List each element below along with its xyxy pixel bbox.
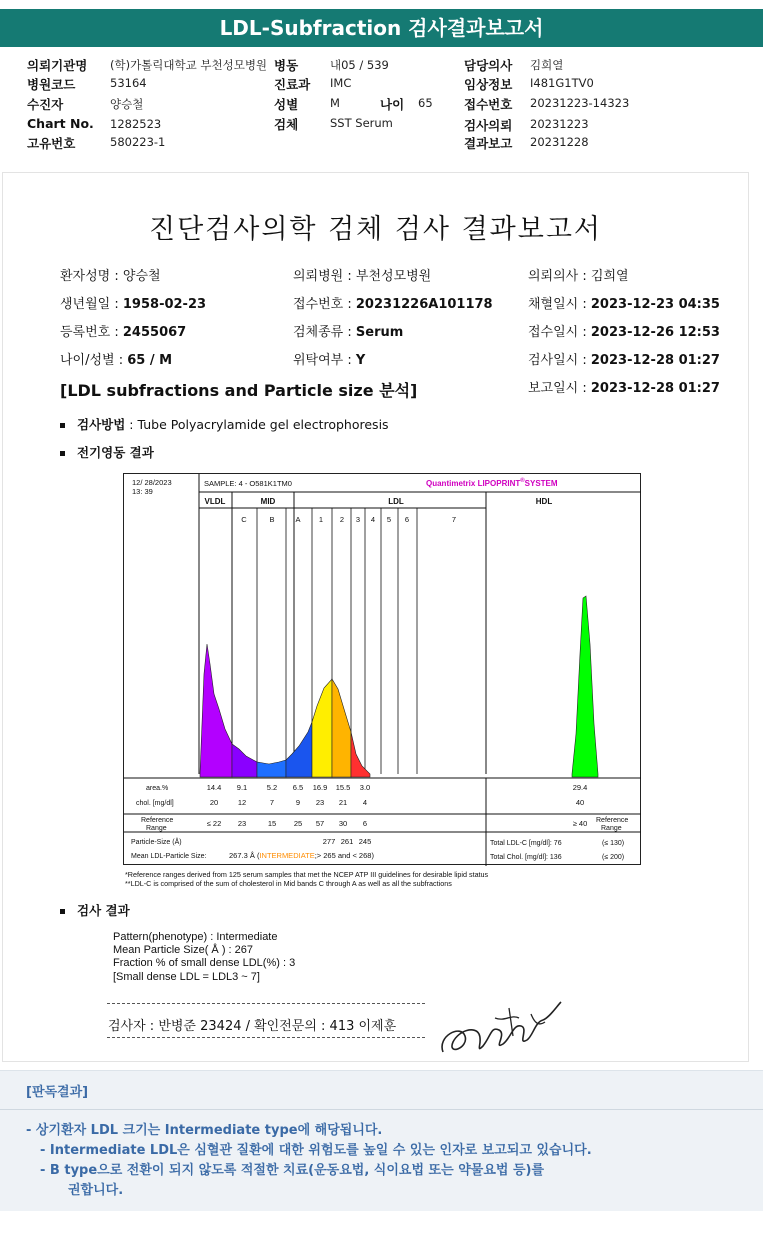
row-label-particle-size: Particle-Size (Å) xyxy=(131,839,182,846)
method-line: 검사방법 : Tube Polyacrylamide gel electrophoresis xyxy=(60,415,389,433)
value-specimen: SST Serum xyxy=(330,116,393,130)
report-heading: 진단검사의학 검체 검사 결과보고서 xyxy=(149,214,602,245)
label-requesting-org: 의뢰기관명 xyxy=(27,58,88,73)
row-label-area: area.% xyxy=(146,785,169,792)
mean-size-value: 267.3 Å (INTERMEDIATE;> 265 and < 268) xyxy=(229,851,374,860)
particle-size-0: 277 xyxy=(322,837,336,846)
area-value-1: 9.1 xyxy=(236,783,248,792)
row-label-mean-size: Mean LDL-Particle Size: xyxy=(131,853,207,860)
label-doctor: 담당의사 xyxy=(464,58,513,73)
label-unique-no: 고유번호 xyxy=(27,136,76,151)
ref-value-4: 57 xyxy=(315,819,325,828)
label-patient: 수진자 xyxy=(27,97,64,112)
result-sdldl-def: [Small dense LDL = LDL3 ~ 7] xyxy=(113,970,260,983)
total-chol: Total Chol. [mg/dl]: 136 xyxy=(490,854,562,861)
interpretation-line-2: - Intermediate LDL은 심혈관 질환에 대한 위험도를 높일 수 있는 인자로 보고되고 있습니다. xyxy=(40,1143,592,1158)
label-hospital-code: 병원코드 xyxy=(27,77,76,92)
curve-mid-c xyxy=(232,744,257,777)
area-value-4: 16.9 xyxy=(312,783,328,792)
chart-date: 12/ 28/2023 xyxy=(132,478,172,487)
bullet-icon xyxy=(60,423,65,428)
field-patient-name: 환자성명 : 양승철 xyxy=(60,269,161,284)
curve-ldl2 xyxy=(332,679,351,777)
signature-image xyxy=(435,996,565,1060)
group-label-hdl: HDL xyxy=(535,497,553,506)
total-chol-ref: (≤ 200) xyxy=(602,854,625,861)
value-test-request: 20231223 xyxy=(530,117,589,131)
chol-value-4: 23 xyxy=(315,798,325,807)
interpretation-body xyxy=(0,1109,763,1211)
area-value-7: 29.4 xyxy=(572,783,588,792)
field-specimen-type: 검체종류 : Serum xyxy=(293,325,404,340)
area-value-3: 6.5 xyxy=(292,783,304,792)
right-ref-label2: Range xyxy=(601,825,622,832)
ref-value-5: 30 xyxy=(338,819,348,828)
ref-value-0: ≤ 22 xyxy=(206,819,222,828)
field-collection-time: 채혈일시 : 2023-12-23 04:35 xyxy=(528,297,720,312)
field-registration-no: 등록번호 : 2455067 xyxy=(60,325,187,340)
divider-bottom xyxy=(107,1037,425,1038)
field-receipt-number: 접수번호 : 20231226A101178 xyxy=(293,297,493,312)
field-test-time: 검사일시 : 2023-12-28 01:27 xyxy=(528,353,720,368)
value-ward: 내05 / 539 xyxy=(330,58,389,72)
report-document xyxy=(2,172,749,1062)
chart-svg xyxy=(124,474,642,866)
label-clinical-info: 임상정보 xyxy=(464,77,513,92)
examiner-line: 검사자 : 반병준 23424 / 확인전문의 : 413 이제훈 xyxy=(108,1019,397,1034)
band-label-7: 7 xyxy=(451,515,457,524)
interpretation-line-3: - B type으로 전환이 되지 않도록 적절한 치료(운동요법, 식이요법 또는 약물요법 등)를 xyxy=(40,1163,545,1178)
band-label-6: 6 xyxy=(404,515,410,524)
label-ward: 병동 xyxy=(274,58,299,73)
area-value-6: 3.0 xyxy=(359,783,371,792)
value-patient: 양승철 xyxy=(110,97,144,111)
chol-value-5: 21 xyxy=(338,798,348,807)
chol-value-0: 20 xyxy=(209,798,219,807)
group-label-ldl: LDL xyxy=(388,497,404,506)
band-label-b: B xyxy=(269,515,275,524)
curve-mid-a xyxy=(286,722,312,777)
electro-line: 전기영동 결과 xyxy=(60,443,154,461)
row-label-chol: chol. [mg/dl] xyxy=(136,800,174,807)
chart-time: 13: 39 xyxy=(132,487,153,496)
value-hospital-code: 53164 xyxy=(110,76,147,90)
chart-brand: Quantimetrix LIPOPRINT®SYSTEM xyxy=(426,478,558,488)
report-title-bar xyxy=(0,9,763,47)
bullet-icon xyxy=(60,451,65,456)
result-fraction: Fraction % of small dense LDL(%) : 3 xyxy=(113,957,296,970)
chol-value-1: 12 xyxy=(237,798,247,807)
chol-value-2: 7 xyxy=(269,798,275,807)
field-requesting-hospital: 의뢰병원 : 부천성모병원 xyxy=(293,269,432,284)
field-report-time: 보고일시 : 2023-12-28 01:27 xyxy=(528,381,720,396)
result-mean-size: Mean Particle Size( Å ) : 267 xyxy=(113,944,254,957)
band-label-1: 1 xyxy=(318,515,324,524)
value-receipt-no: 20231223-14323 xyxy=(530,96,630,110)
ref-value-7: ≥ 40 xyxy=(572,819,588,828)
label-chart-no: Chart No. xyxy=(27,116,94,131)
chol-value-3: 9 xyxy=(295,798,301,807)
particle-size-2: 245 xyxy=(358,837,372,846)
value-requesting-org: (학)가톨릭대학교 부천성모병원 xyxy=(110,58,268,72)
label-test-request: 검사의뢰 xyxy=(464,118,513,133)
chol-value-6: 4 xyxy=(362,798,368,807)
ref-value-3: 25 xyxy=(293,819,303,828)
label-age: 나이 xyxy=(380,97,405,112)
interpretation-title: [판독결과] xyxy=(26,1085,89,1100)
curve-ldl1 xyxy=(312,679,332,777)
value-result-report: 20231228 xyxy=(530,135,589,149)
total-ldl: Total LDL-C [mg/dl]: 76 xyxy=(490,840,562,847)
field-requesting-doctor: 의뢰의사 : 김희열 xyxy=(528,269,629,284)
curve-vldl xyxy=(200,644,232,777)
field-outsourced: 위탁여부 : Y xyxy=(293,353,366,368)
area-value-5: 15.5 xyxy=(335,783,351,792)
value-chart-no: 1282523 xyxy=(110,117,162,131)
group-label-mid: MID xyxy=(260,497,276,506)
report-title: LDL-Subfraction 검사결과보고서 xyxy=(219,16,544,40)
interpretation-line-1: - 상기환자 LDL 크기는 Intermediate type에 해당됩니다. xyxy=(26,1123,383,1138)
area-value-2: 5.2 xyxy=(266,783,278,792)
interpretation-line-4: 권합니다. xyxy=(68,1183,124,1198)
band-label-c: C xyxy=(241,515,247,524)
right-ref-label1: Reference xyxy=(596,817,629,824)
divider-top xyxy=(107,1003,425,1004)
chol-value-7: 40 xyxy=(575,798,585,807)
electrophoresis-chart xyxy=(123,473,641,865)
field-birth-date: 생년월일 : 1958-02-23 xyxy=(60,297,207,312)
row-label-ref2: Range xyxy=(146,825,167,832)
ref-value-6: 6 xyxy=(362,819,368,828)
curve-ldl3 xyxy=(351,732,370,777)
result-details xyxy=(113,931,295,984)
interpretation-panel xyxy=(0,1070,763,1210)
ref-value-2: 15 xyxy=(267,819,277,828)
label-receipt-no: 접수번호 xyxy=(464,97,513,112)
band-label-5: 5 xyxy=(386,515,392,524)
footnote-1: *Reference ranges derived from 125 serum samples that met the NCEP ATP III guidelines for desirable lipid status xyxy=(125,870,489,879)
label-department: 진료과 xyxy=(274,77,311,92)
total-ldl-ref: (≤ 130) xyxy=(602,840,625,847)
curve-hdl xyxy=(572,596,598,777)
result-pattern: Pattern(phenotype) : Intermediate xyxy=(113,931,278,943)
label-result-report: 결과보고 xyxy=(464,136,513,151)
curve-mid-b xyxy=(257,760,286,777)
ref-value-1: 23 xyxy=(237,819,247,828)
value-doctor: 김희열 xyxy=(530,58,564,72)
field-age-sex: 나이/성별 : 65 / M xyxy=(60,353,173,368)
label-specimen: 검체 xyxy=(274,117,299,132)
value-age: 65 xyxy=(418,96,433,110)
row-label-ref1: Reference xyxy=(141,817,174,824)
particle-size-1: 261 xyxy=(340,837,354,846)
group-label-vldl: VLDL xyxy=(204,497,226,506)
result-line: 검사 결과 xyxy=(60,901,130,919)
value-unique-no: 580223-1 xyxy=(110,135,166,149)
field-receipt-time: 접수일시 : 2023-12-26 12:53 xyxy=(528,325,720,340)
footnote-2: **LDL-C is comprised of the sum of cholesterol in Mid bands C through A as well as all the subfractions xyxy=(125,879,452,888)
band-label-a: A xyxy=(295,515,301,524)
band-label-2: 2 xyxy=(339,515,345,524)
value-clinical-info: I481G1TV0 xyxy=(530,76,594,90)
band-label-4: 4 xyxy=(370,515,376,524)
value-sex: M xyxy=(330,96,340,110)
value-department: IMC xyxy=(330,76,352,90)
area-value-0: 14.4 xyxy=(206,783,222,792)
chart-sample: SAMPLE: 4 - O581K1TM0 xyxy=(204,479,292,488)
section-heading: [LDL subfractions and Particle size 분석] xyxy=(60,381,418,400)
bullet-icon xyxy=(60,909,65,914)
band-label-3: 3 xyxy=(355,515,361,524)
label-sex: 성별 xyxy=(274,97,299,112)
